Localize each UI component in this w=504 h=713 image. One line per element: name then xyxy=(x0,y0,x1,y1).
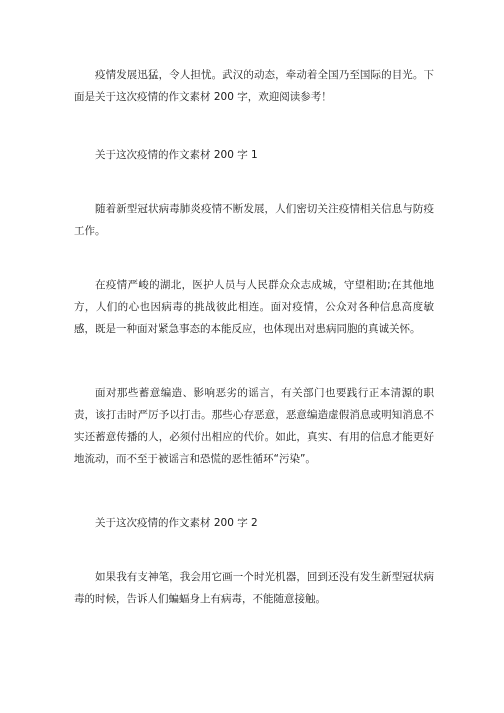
section-1-paragraph-1: 随着新型冠状病毒肺炎疫情不断发展，人们密切关注疫情相关信息与防疫工作。 xyxy=(74,203,434,237)
intro-paragraph: 疫情发展迅猛，令人担忧。武汉的动态，牵动着全国乃至国际的目光。下面是关于这次疫情的作文素材 200 字，欢迎阅读参考！ xyxy=(74,69,434,103)
section-1-title: 关于这次疫情的作文素材 200 字 1 xyxy=(95,149,258,161)
section-2-title: 关于这次疫情的作文素材 200 字 2 xyxy=(95,517,258,529)
section-1-paragraph-3: 面对那些蓄意编造、影响恶劣的谣言，有关部门也要践行正本清源的职责，该打击时严厉予以打击。那些心存恶意，恶意编造虚假消息或明知消息不实还蓄意传播的人，必须付出相应的代价。如此，真实、有用的信息才能更好地流动，而不至于被谣言和恐慌的恶性循环“污染”。 xyxy=(74,387,434,465)
section-2-paragraph-1: 如果我有支神笔，我会用它画一个时光机器，回到还没有发生新型冠状病毒的时候，告诉人们蝙蝠身上有病毒，不能随意接触。 xyxy=(74,571,434,605)
section-1-paragraph-2: 在疫情严峻的湖北，医护人员与人民群众众志成城，守望相助;在其他地方，人们的心也因病毒的挑战彼此相连。面对疫情，公众对各种信息高度敏感，既是一种面对紧急事态的本能反应，也体现出对患病同胞的真诚关怀。 xyxy=(74,279,434,335)
